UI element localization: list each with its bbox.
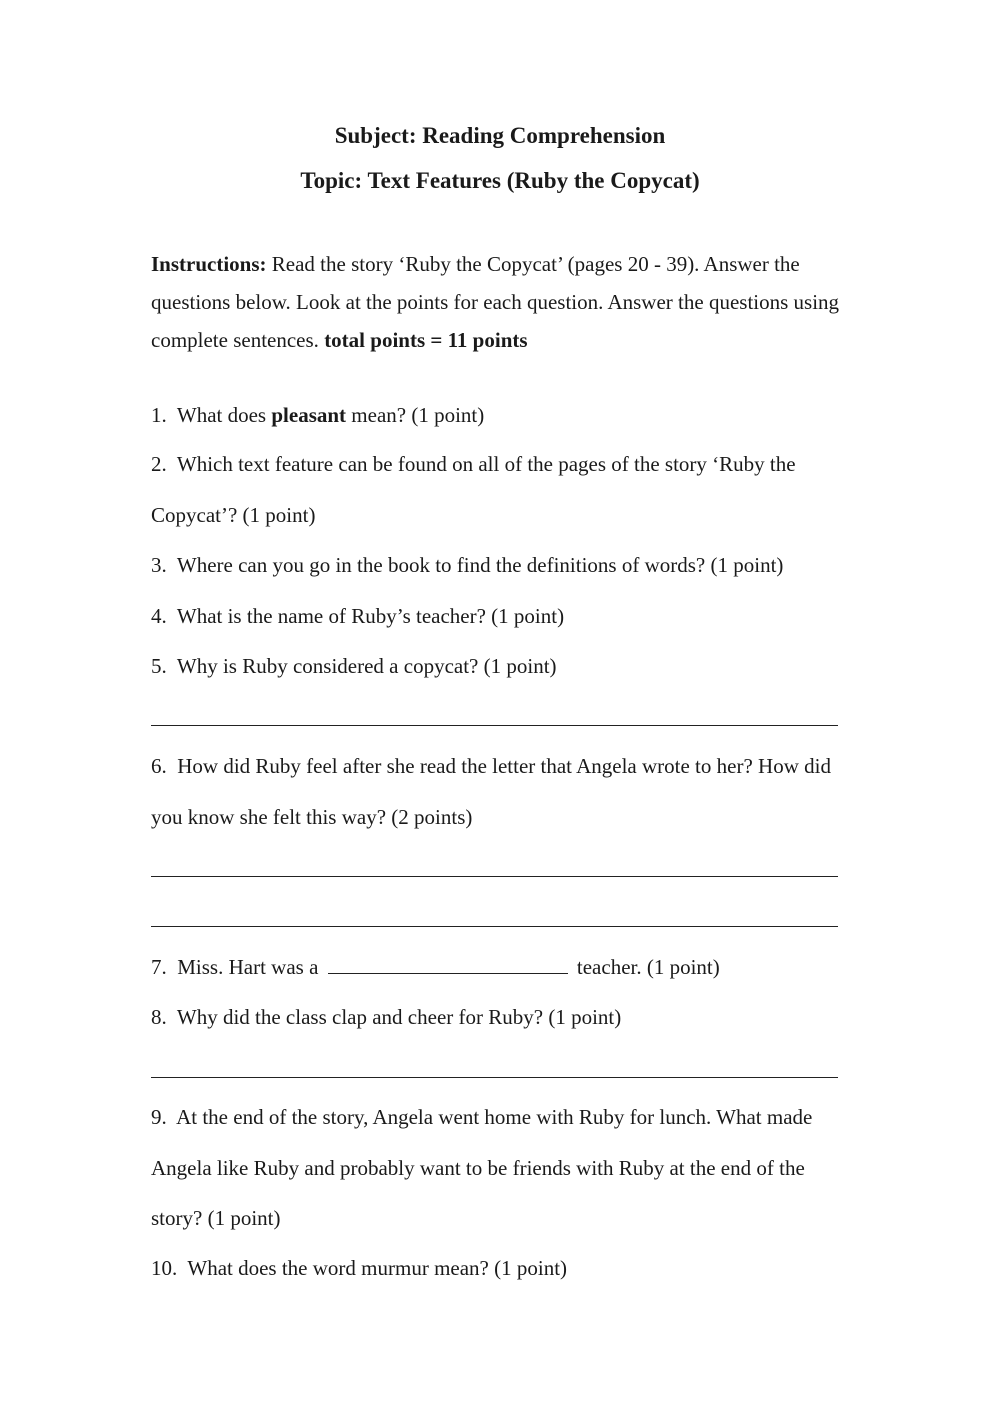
instructions-label: Instructions: [151, 252, 267, 276]
instructions-paragraph [151, 245, 851, 359]
question-number: 7. [151, 955, 167, 979]
question-number: 9. [151, 1105, 167, 1129]
answer-line[interactable] [151, 725, 838, 726]
question-number: 2. [151, 452, 167, 476]
question-5 [151, 653, 557, 679]
question-text: Why is Ruby considered a copycat? (1 point) [176, 654, 557, 678]
question-text: Miss. Hart was a [177, 955, 319, 979]
question-number: 4. [151, 604, 167, 628]
question-text: At the end of the story, Angela went home with Ruby for lunch. What made Angela like Ruby and probably want to be friends with Ruby at the end of the story? (1 point) [151, 1105, 813, 1230]
question-text: What is the name of Ruby’s teacher? (1 point) [176, 604, 565, 628]
question-9 [151, 1092, 856, 1244]
question-3 [151, 552, 783, 578]
subject-heading: Subject: Reading Comprehension [334, 123, 666, 148]
question-keyword: pleasant [271, 403, 347, 427]
question-text-end: mean? (1 point) [346, 403, 485, 427]
answer-line[interactable] [151, 926, 838, 927]
question-number: 3. [151, 553, 167, 577]
question-number: 1. [151, 403, 167, 427]
question-8 [151, 1004, 621, 1030]
answer-line[interactable] [151, 1077, 838, 1078]
answer-line[interactable] [151, 876, 838, 877]
instructions-text: Read the story ‘Ruby the Copycat’ (pages 20 - 39). Answer the questions below. Look at the points for each question. Answer the questions using complete sentences. [151, 252, 840, 352]
question-text: What does the word murmur mean? (1 point) [187, 1256, 568, 1280]
question-text: Where can you go in the book to find the definitions of words? (1 point) [176, 553, 784, 577]
question-4 [151, 603, 564, 629]
fill-in-blank[interactable] [328, 955, 568, 974]
question-number: 8. [151, 1005, 167, 1029]
question-6 [151, 741, 851, 842]
question-text: Which text feature can be found on all of the pages of the story ‘Ruby the Copycat’? (1 point) [151, 452, 796, 527]
question-text: Why did the class clap and cheer for Ruby? (1 point) [176, 1005, 622, 1029]
question-1 [151, 402, 484, 428]
question-text: How did Ruby feel after she read the letter that Angela wrote to her? How did you know she felt this way? (2 points) [151, 754, 831, 829]
question-10 [151, 1255, 567, 1281]
question-number: 10. [151, 1256, 178, 1280]
question-7 [151, 954, 720, 980]
question-text: What does [176, 403, 272, 427]
question-text-end: teacher. (1 point) [576, 955, 720, 979]
question-number: 5. [151, 654, 167, 678]
question-number: 6. [151, 754, 167, 778]
question-2 [151, 439, 851, 540]
total-points: total points = 11 points [324, 328, 528, 352]
topic-heading: Topic: Text Features (Ruby the Copycat) [300, 168, 700, 193]
